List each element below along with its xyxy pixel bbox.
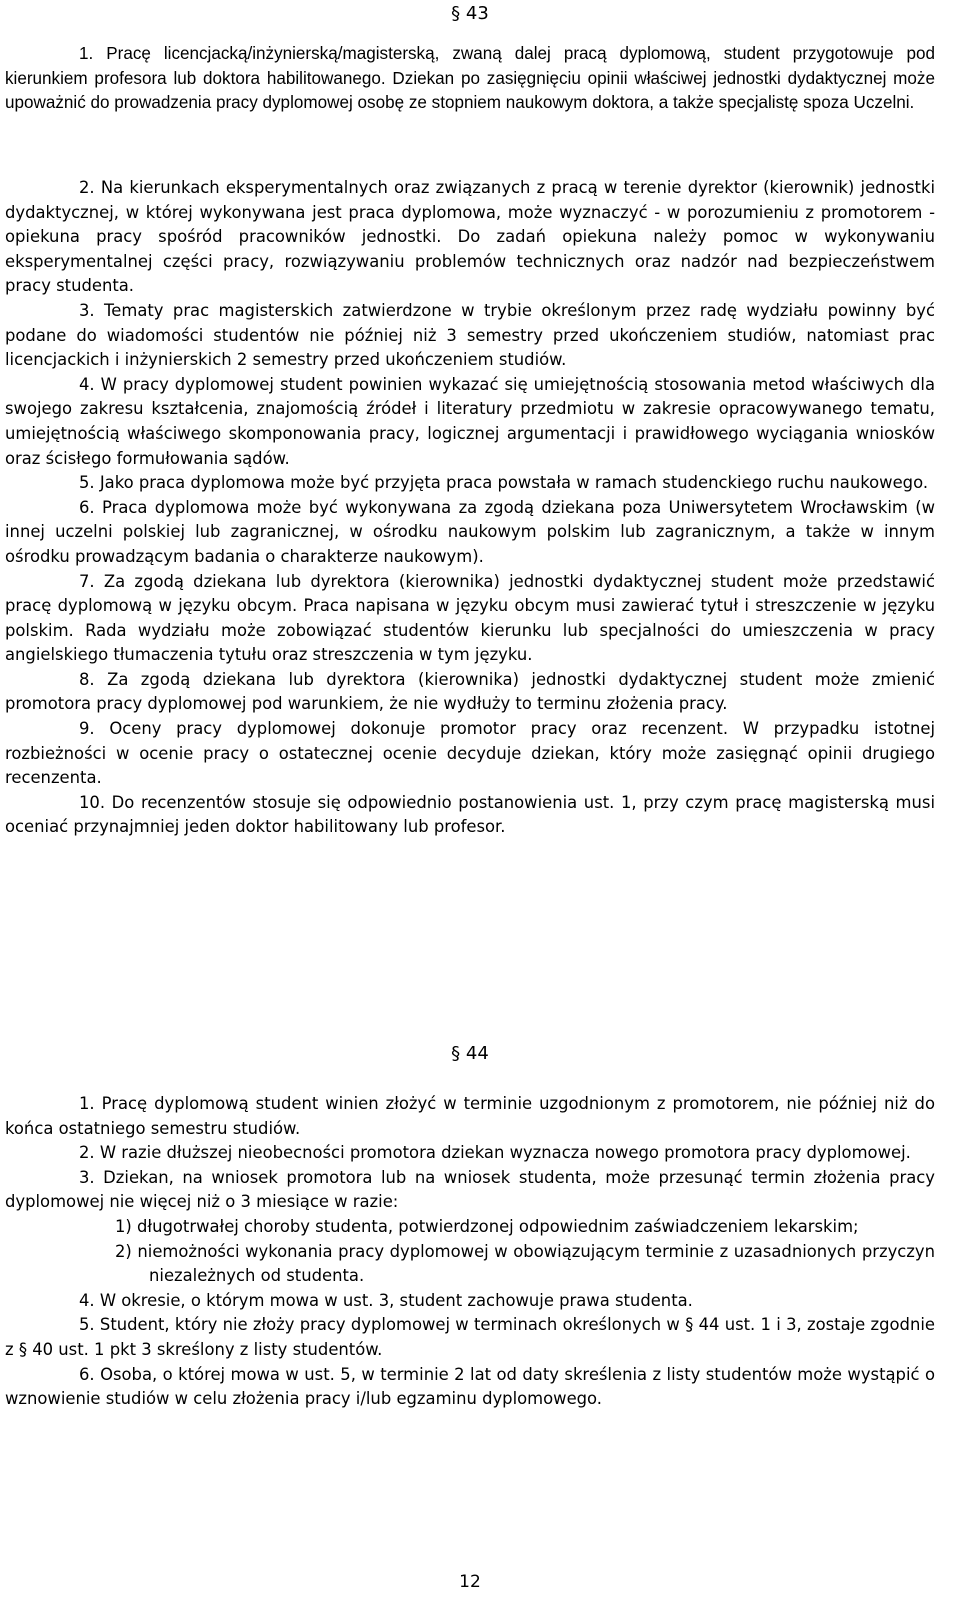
section-44-heading: § 44 [451, 1043, 489, 1064]
paragraph-44-6: 6. Osoba, o której mowa w ust. 5, w terminie 2 lat od daty skreślenia z listy studentów może wystąpić o wznowienie studiów w celu złożenia pracy i/lub egzaminu dyplomowego. [5, 1364, 935, 1409]
paragraph-43-7: 7. Za zgodą dziekana lub dyrektora (kierownika) jednostki dydaktycznej student może przedstawić pracę dyplomową w języku obcym. Praca napisana w języku obcym musi zawierać tytuł i streszczenie w języku polskim. Rada wydziału może zobowiązać studentów kierunku lub specjalności do umieszczenia w pracy angielskiego tłumaczenia tytułu oraz streszczenia w tym języku. [5, 571, 935, 665]
section-43-intro [5, 42, 935, 116]
paragraph-43-9: 9. Oceny pracy dyplomowej dokonuje promotor pracy oraz recenzent. W przypadku istotnej rozbieżności w ocenie pracy o ostatecznej ocenie decyduje dziekan, który może zasięgnąć opinii drugiego recenzenta. [5, 719, 935, 788]
paragraph-43-3: 3. Tematy prac magisterskich zatwierdzone w trybie określonym przez radę wydziału powinny być podane do wiadomości studentów nie później niż 3 semestry przed ukończeniem studiów, natomiast prac licencjackich i inżynierskich 2 semestry przed ukończeniem studiów. [5, 300, 935, 370]
paragraph-43-6: 6. Praca dyplomowa może być wykonywana za zgodą dziekana poza Uniwersytetem Wrocławskim (w innej uczelni polskiej lub zagranicznej, w ośrodku naukowym polskim lub zagranicznym, a także w innym ośrodku prowadzącym badania o charakterze naukowym). [5, 497, 935, 566]
paragraph-43-5: 5. Jako praca dyplomowa może być przyjęta praca powstała w ramach studenckiego ruchu naukowego. [79, 473, 929, 493]
paragraph-44-4: 4. W okresie, o którym mowa w ust. 3, student zachowuje prawa studenta. [79, 1290, 693, 1310]
paragraph-44-3: 3. Dziekan, na wniosek promotora lub na wniosek studenta, może przesunąć termin złożenia pracy dyplomowej nie więcej niż o 3 miesiące w razie: [5, 1167, 935, 1212]
paragraph-43-8: 8. Za zgodą dziekana lub dyrektora (kierownika) jednostki dydaktycznej student może zmienić promotora pracy dyplomowej pod warunkiem, że nie wydłuży to terminu złożenia pracy. [5, 669, 935, 714]
list-item-44-3-2: 2) niemożności wykonania pracy dyplomowej w obowiązującym terminie z uzasadnionych przyczyn niezależnych od studenta. [115, 1241, 935, 1286]
paragraph-43-10: 10. Do recenzentów stosuje się odpowiednio postanowienia ust. 1, przy czym pracę magisterską musi oceniać przynajmniej jeden doktor habilitowany lub profesor. [5, 792, 935, 837]
paragraph-44-2: 2. W razie dłuższej nieobecności promotora dziekan wyznacza nowego promotora pracy dyplomowej. [79, 1143, 911, 1163]
section-43-heading: § 43 [451, 3, 489, 24]
page-number: 12 [459, 1572, 481, 1592]
list-item-44-3-1: 1) długotrwałej choroby studenta, potwierdzonej odpowiednim zaświadczeniem lekarskim; [115, 1216, 859, 1236]
paragraph-44-5: 5. Student, który nie złoży pracy dyplomowej w terminach określonych w § 44 ust. 1 i 3, zostaje zgodnie z § 40 ust. 1 pkt 3 skreślony z listy studentów. [5, 1315, 935, 1359]
paragraph-43-4: 4. W pracy dyplomowej student powinien wykazać się umiejętnością stosowania metod właściwych dla swojego zakresu kształcenia, znajomością źródeł i literatury przedmiotu w zakresie opracowywanego tematu, umiejętnością właściwego skomponowania pracy, logicznej argumentacji i prawidłowego wyciągania wniosków oraz ścisłego formułowania sądów. [5, 374, 935, 468]
section-44-body [5, 1092, 935, 1412]
paragraph-44-1: 1. Pracę dyplomową student winien złożyć w terminie uzgodnionym z promotorem, nie później niż do końca ostatniego semestru studiów. [5, 1094, 935, 1138]
section-43-body [5, 176, 935, 840]
paragraph-43-2: 2. Na kierunkach eksperymentalnych oraz związanych z pracą w terenie dyrektor (kierownik) jednostki dydaktycznej, w której wykonywana jest praca dyplomowa, może wyznaczyć - w porozumieniu z promotorem - opiekuna pracy spośród pracowników jednostki. Do zadań opiekuna należy pomoc w wykonywaniu eksperymentalnej części pracy, rozwiązywaniu problemów technicznych oraz nadzór nad bezpieczeństwem pracy studenta. [5, 178, 935, 296]
paragraph-43-1: 1. Pracę licencjacką/inżynierską/magisterską, zwaną dalej pracą dyplomową, student przygotowuje pod kierunkiem profesora lub doktora habilitowanego. Dziekan po zasięgnięciu opinii właściwej jednostki dydaktycznej może upoważnić do prowadzenia pracy dyplomowej osobę ze stopniem naukowym doktora, a także specjalistę spoza Uczelni. [5, 44, 935, 113]
